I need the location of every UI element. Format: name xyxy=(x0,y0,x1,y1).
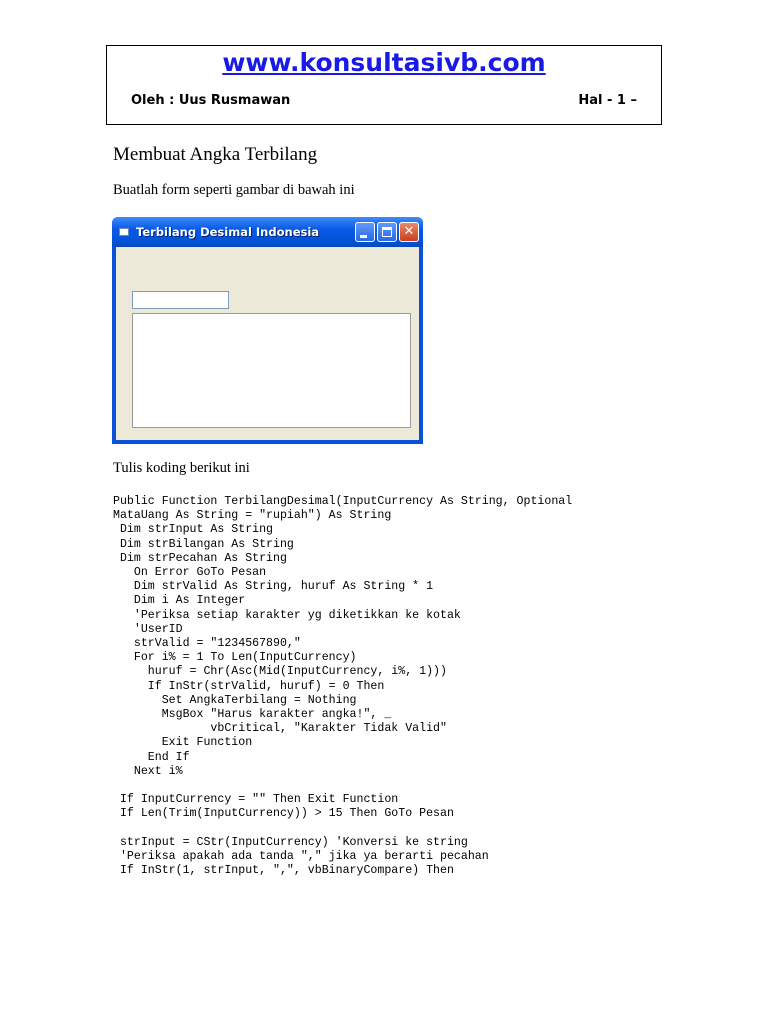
code-line: Public Function TerbilangDesimal(InputCurrency As String, Optional xyxy=(113,495,573,508)
section-title: Membuat Angka Terbilang xyxy=(113,144,318,165)
code-line: Next i% xyxy=(113,764,183,778)
window-title: Terbilang Desimal Indonesia xyxy=(136,225,320,239)
form-window-screenshot xyxy=(112,217,423,444)
code-line: On Error GoTo Pesan xyxy=(113,566,267,580)
maximize-button[interactable] xyxy=(377,222,397,242)
page-header xyxy=(106,45,662,125)
code-listing xyxy=(113,495,572,878)
code-line: Dim strInput As String xyxy=(113,523,274,537)
code-line: MsgBox "Harus karakter angka!", _ xyxy=(113,708,392,722)
code-line: If InputCurrency = "" Then Exit Function xyxy=(113,793,399,807)
code-line: 'Periksa setiap karakter yg diketikkan ke kotak xyxy=(113,608,461,622)
minimize-icon xyxy=(360,235,367,238)
page-number: Hal - 1 – xyxy=(578,93,637,108)
code-line xyxy=(113,822,572,836)
code-line: Dim strBilangan As String xyxy=(113,537,294,551)
maximize-icon xyxy=(382,227,392,237)
close-button[interactable] xyxy=(399,222,419,242)
code-line: Dim i As Integer xyxy=(113,594,246,608)
code-intro-text: Tulis koding berikut ini xyxy=(113,460,250,476)
code-line: If InStr(strValid, huruf) = 0 Then xyxy=(113,679,385,693)
code-line: End If xyxy=(113,750,190,764)
code-line: For i% = 1 To Len(InputCurrency) xyxy=(113,651,357,665)
site-link[interactable]: www.konsultasivb.com xyxy=(222,48,546,77)
code-line: 'UserID xyxy=(113,622,183,636)
code-line: If InStr(1, strInput, ",", vbBinaryCompare) Then xyxy=(113,864,454,878)
code-line: strInput = CStr(InputCurrency) 'Konversi ke string xyxy=(113,835,468,849)
code-line: Dim strPecahan As String xyxy=(113,551,287,565)
code-line: Dim strValid As String, huruf As String * 1 xyxy=(113,580,434,594)
code-line: If Len(Trim(InputCurrency)) > 15 Then GoTo Pesan xyxy=(113,807,454,821)
code-line xyxy=(113,779,572,793)
output-textarea[interactable] xyxy=(132,313,411,428)
code-line: Set AngkaTerbilang = Nothing xyxy=(113,693,357,707)
author-label: Oleh : Uus Rusmawan xyxy=(131,93,291,108)
code-line: 'Periksa apakah ada tanda "," jika ya berarti pecahan xyxy=(113,850,489,864)
form-client-area xyxy=(116,247,419,440)
input-textbox[interactable] xyxy=(132,291,229,309)
code-line: Exit Function xyxy=(113,736,253,750)
code-line: huruf = Chr(Asc(Mid(InputCurrency, i%, 1))) xyxy=(113,665,447,679)
code-line: MataUang As String = "rupiah") As String xyxy=(113,509,392,523)
close-icon: ✕ xyxy=(403,224,415,239)
intro-text: Buatlah form seperti gambar di bawah ini xyxy=(113,182,355,198)
form-icon xyxy=(119,228,129,236)
code-line: strValid = "1234567890," xyxy=(113,637,301,651)
minimize-button[interactable] xyxy=(355,222,375,242)
window-titlebar[interactable] xyxy=(112,217,423,247)
code-line: vbCritical, "Karakter Tidak Valid" xyxy=(113,722,447,736)
